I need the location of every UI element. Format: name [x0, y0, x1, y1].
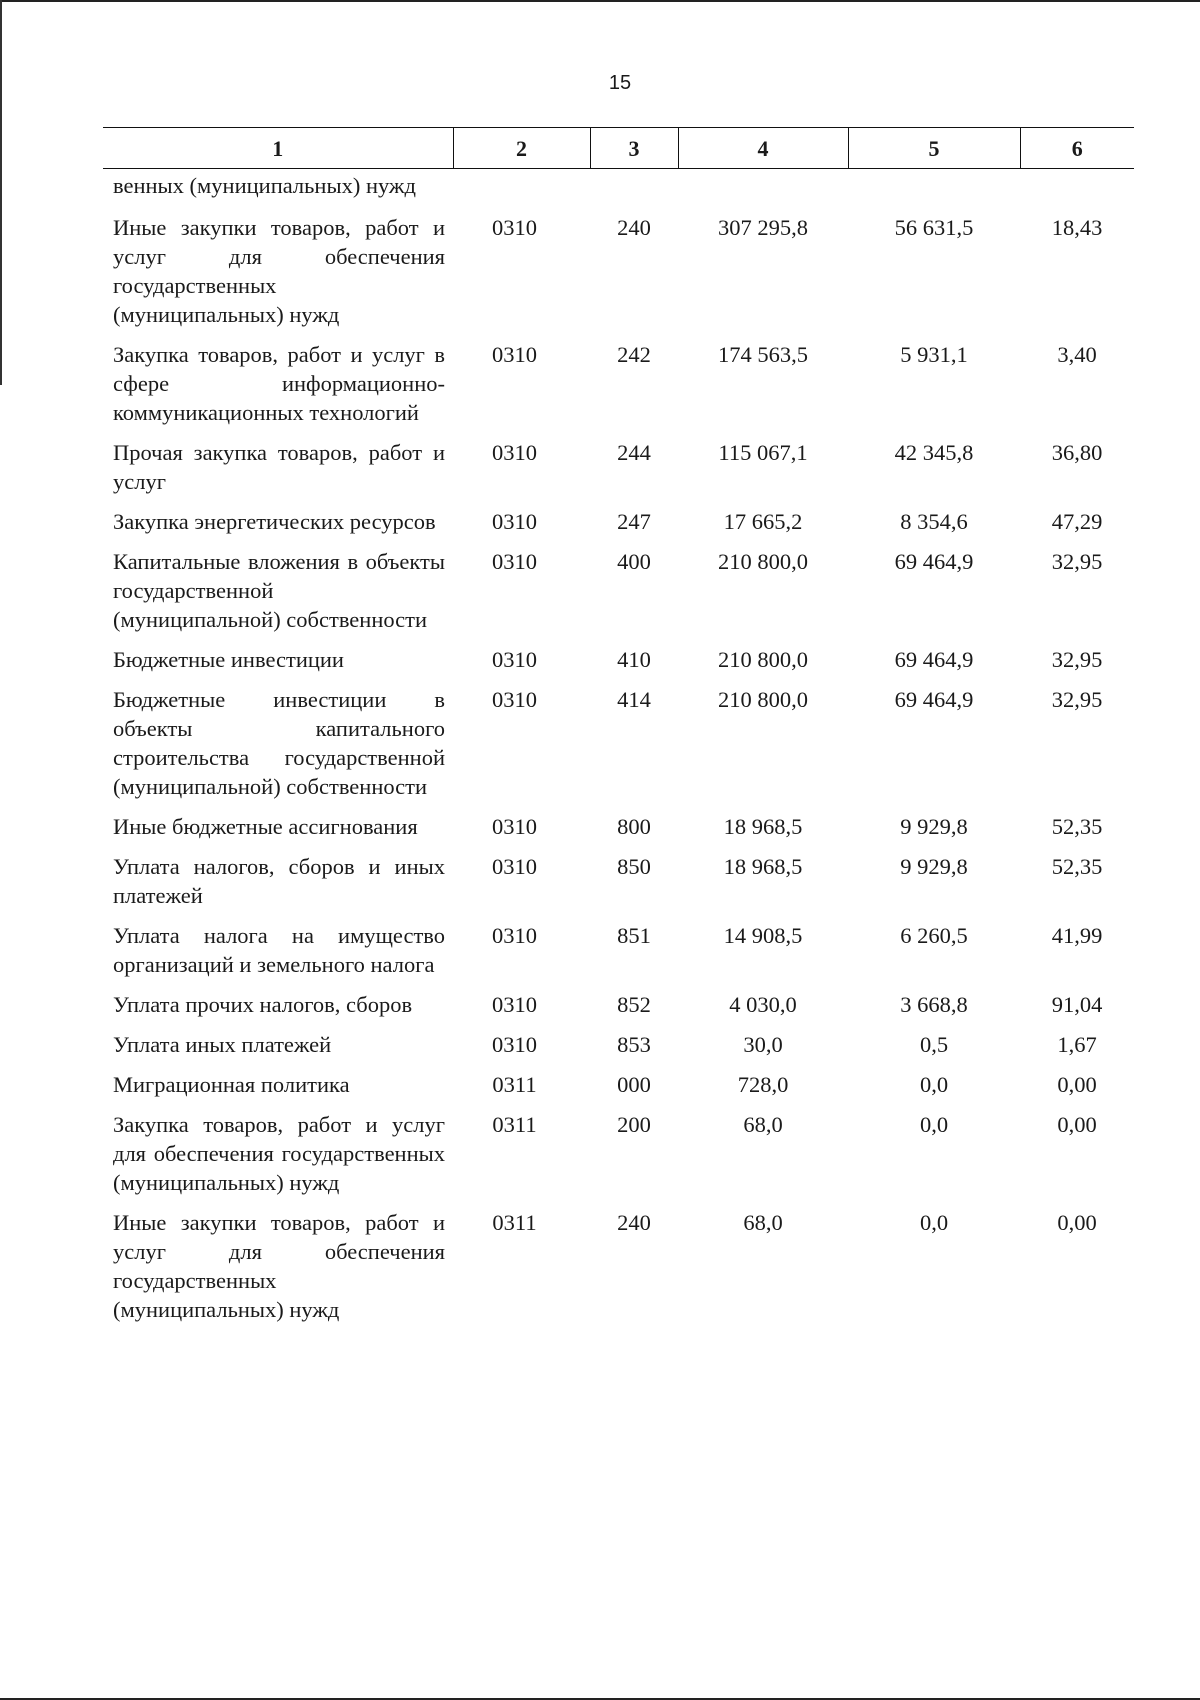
row-executed-amount: 69 464,9	[894, 549, 974, 574]
table-row	[103, 852, 1134, 921]
row-name: Закупка товаров, работ и услуг для обеспечения государственных (муниципальных) нужд	[113, 1112, 445, 1195]
row-name: Иные закупки товаров, работ и услуг для обеспечения государственных (муниципальных) нужд	[113, 215, 445, 327]
row-planned-amount	[678, 169, 848, 214]
row-section-code	[453, 169, 590, 214]
table-header	[103, 128, 1134, 169]
row-name: Прочая закупка товаров, работ и услуг	[113, 440, 445, 494]
row-execution-percent: 0,00	[1057, 1112, 1097, 1137]
row-execution-percent: 1,67	[1057, 1032, 1097, 1057]
table-row	[103, 645, 1134, 685]
row-planned-amount: 30,0	[743, 1032, 783, 1057]
row-section-code: 0310	[492, 647, 537, 672]
row-execution-percent	[1020, 169, 1134, 214]
row-expense-type: 853	[617, 1032, 651, 1057]
row-expense-type: 400	[617, 549, 651, 574]
budget-table	[103, 127, 1134, 1335]
table-row	[103, 507, 1134, 547]
row-planned-amount: 18 968,5	[723, 814, 803, 839]
row-executed-amount: 6 260,5	[900, 923, 968, 948]
column-header-6: 6	[1020, 128, 1134, 169]
row-executed-amount: 42 345,8	[894, 440, 974, 465]
column-header-2: 2	[453, 128, 590, 169]
row-expense-type: 240	[617, 1210, 651, 1235]
row-execution-percent: 91,04	[1051, 992, 1103, 1017]
row-planned-amount: 210 800,0	[718, 687, 808, 712]
column-header-1: 1	[103, 128, 453, 169]
row-execution-percent: 0,00	[1057, 1072, 1097, 1097]
row-executed-amount: 8 354,6	[900, 509, 968, 534]
table-row	[103, 1208, 1134, 1335]
row-name: Капитальные вложения в объекты государственной (муниципальной) собственности	[113, 549, 445, 632]
column-header-5: 5	[848, 128, 1020, 169]
row-name: Бюджетные инвестиции	[113, 647, 344, 672]
row-planned-amount: 17 665,2	[723, 509, 803, 534]
row-planned-amount: 307 295,8	[718, 215, 808, 240]
row-execution-percent: 36,80	[1051, 440, 1103, 465]
table-row	[103, 547, 1134, 645]
column-header-3: 3	[590, 128, 678, 169]
row-section-code: 0310	[492, 549, 537, 574]
row-executed-amount: 5 931,1	[900, 342, 968, 367]
row-executed-amount: 9 929,8	[900, 814, 968, 839]
row-section-code: 0310	[492, 509, 537, 534]
row-expense-type: 800	[617, 814, 651, 839]
row-section-code: 0310	[492, 1032, 537, 1057]
page-number: 15	[608, 72, 632, 94]
table-row	[103, 685, 1134, 812]
table-row	[103, 169, 1134, 214]
row-executed-amount: 3 668,8	[900, 992, 968, 1017]
row-name: Иные бюджетные ассигнования	[113, 814, 418, 839]
row-planned-amount: 210 800,0	[718, 549, 808, 574]
row-expense-type	[590, 169, 678, 214]
row-name: Миграционная политика	[113, 1072, 350, 1097]
row-executed-amount: 69 464,9	[894, 647, 974, 672]
table-row	[103, 1070, 1134, 1110]
row-name: Уплата налогов, сборов и иных платежей	[113, 854, 445, 908]
row-execution-percent: 32,95	[1051, 647, 1103, 672]
row-executed-amount: 0,5	[919, 1032, 949, 1057]
table-row	[103, 340, 1134, 438]
table-row	[103, 213, 1134, 340]
row-executed-amount: 56 631,5	[894, 215, 974, 240]
row-execution-percent: 0,00	[1057, 1210, 1097, 1235]
table-row	[103, 438, 1134, 507]
row-executed-amount: 69 464,9	[894, 687, 974, 712]
row-section-code: 0310	[492, 342, 537, 367]
row-executed-amount	[848, 169, 1020, 214]
row-execution-percent: 18,43	[1051, 215, 1103, 240]
row-expense-type: 851	[617, 923, 651, 948]
row-planned-amount: 14 908,5	[723, 923, 803, 948]
row-expense-type: 852	[617, 992, 651, 1017]
scan-border-left	[0, 0, 2, 385]
row-planned-amount: 68,0	[743, 1210, 783, 1235]
table-row	[103, 1110, 1134, 1208]
row-executed-amount: 9 929,8	[900, 854, 968, 879]
row-name: Уплата иных платежей	[113, 1032, 332, 1057]
row-section-code: 0310	[492, 440, 537, 465]
row-section-code: 0310	[492, 814, 537, 839]
table-row	[103, 921, 1134, 990]
row-executed-amount: 0,0	[919, 1112, 949, 1137]
row-execution-percent: 32,95	[1051, 549, 1103, 574]
row-execution-percent: 47,29	[1051, 509, 1103, 534]
row-execution-percent: 3,40	[1057, 342, 1097, 367]
row-planned-amount: 18 968,5	[723, 854, 803, 879]
row-expense-type: 410	[617, 647, 651, 672]
row-name: венных (муниципальных) нужд	[113, 173, 416, 198]
row-executed-amount: 0,0	[919, 1072, 949, 1097]
header-row	[103, 128, 1134, 169]
row-name: Закупка энергетических ресурсов	[113, 509, 436, 534]
row-expense-type: 240	[617, 215, 651, 240]
row-planned-amount: 4 030,0	[729, 992, 797, 1017]
row-section-code: 0311	[492, 1112, 537, 1137]
column-header-4: 4	[678, 128, 848, 169]
table-row	[103, 1030, 1134, 1070]
row-section-code: 0310	[492, 687, 537, 712]
row-execution-percent: 32,95	[1051, 687, 1103, 712]
row-planned-amount: 210 800,0	[718, 647, 808, 672]
row-expense-type: 000	[617, 1072, 651, 1097]
row-expense-type: 247	[617, 509, 651, 534]
row-name: Иные закупки товаров, работ и услуг для обеспечения государственных (муниципальных) нужд	[113, 1210, 445, 1322]
row-executed-amount: 0,0	[919, 1210, 949, 1235]
row-section-code: 0310	[492, 854, 537, 879]
row-expense-type: 244	[617, 440, 651, 465]
row-section-code: 0310	[492, 923, 537, 948]
row-expense-type: 850	[617, 854, 651, 879]
table-body	[103, 169, 1134, 1336]
row-planned-amount: 728,0	[737, 1072, 789, 1097]
row-expense-type: 200	[617, 1112, 651, 1137]
row-name: Уплата прочих налогов, сборов	[113, 992, 413, 1017]
row-expense-type: 414	[617, 687, 651, 712]
row-planned-amount: 115 067,1	[718, 440, 808, 465]
row-name: Закупка товаров, работ и услуг в сфере информационно-коммуникационных технологий	[113, 342, 445, 425]
scan-border-top	[0, 0, 1200, 2]
table-row	[103, 990, 1134, 1030]
table-row	[103, 812, 1134, 852]
row-execution-percent: 52,35	[1051, 814, 1103, 839]
row-section-code: 0310	[492, 215, 537, 240]
row-section-code: 0311	[492, 1210, 537, 1235]
row-execution-percent: 52,35	[1051, 854, 1103, 879]
row-name: Бюджетные инвестиции в объекты капитального строительства государственной (муниципальной) собственности	[113, 687, 445, 799]
row-expense-type: 242	[617, 342, 651, 367]
row-section-code: 0310	[492, 992, 537, 1017]
row-execution-percent: 41,99	[1051, 923, 1103, 948]
row-section-code: 0311	[492, 1072, 537, 1097]
row-name: Уплата налога на имущество организаций и земельного налога	[113, 923, 445, 977]
row-planned-amount: 68,0	[743, 1112, 783, 1137]
row-planned-amount: 174 563,5	[718, 342, 808, 367]
